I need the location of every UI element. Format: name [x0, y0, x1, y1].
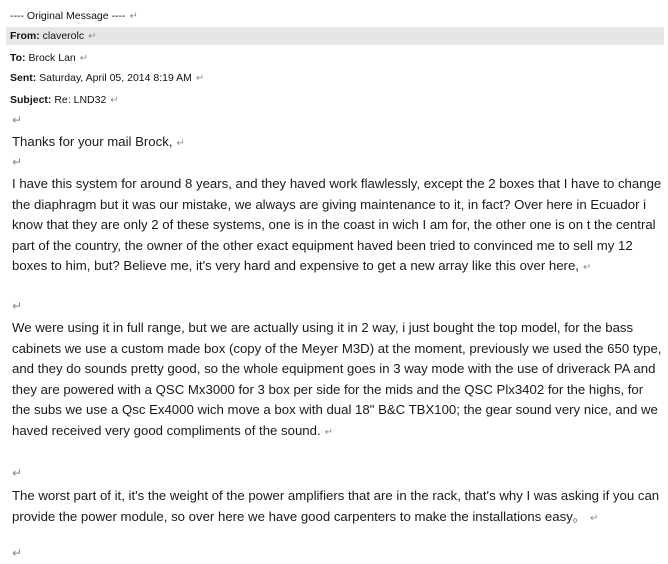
subject-value: Re: LND32 [54, 94, 107, 106]
to-label: To: [10, 52, 26, 64]
paragraph-2-text: We were using it in full range, but we are actually using it in 2 way, i just bought the top model, for the bass cabinets we use a custom made box (copy of the Meyer M3D) at the moment, previously we used the 650 type, and they do sounds pretty good, so the whole equipment goes in 3 way mode with the use of driverack PA and they are powered with a QSC Mx3000 for 3 box per side for the mids and the QSC Plx3402 for the highs, for the subs we use a Qsc Ex4000 wich move a box with dual 18" B&C TBX100; the gear sound very nice, and we haved received very good compliments of the sound. [12, 320, 662, 438]
greeting-paragraph [12, 132, 662, 155]
paragraph-mark-icon: ↵ [582, 262, 592, 273]
from-value[interactable]: claverolc [42, 30, 85, 42]
paragraph-mark-icon: ↵ [176, 138, 185, 149]
paragraph-mark-icon: ↵ [12, 299, 23, 313]
to-line [10, 50, 88, 67]
body-paragraph-2 [12, 318, 662, 443]
paragraph-mark-icon: ↵ [12, 155, 23, 169]
original-message-separator [10, 8, 138, 25]
paragraph-mark-icon: ↵ [12, 113, 23, 127]
greeting-text: Thanks for your mail Brock, [12, 134, 173, 149]
paragraph-mark-icon: ↵ [324, 426, 334, 438]
to-value[interactable]: Brock Lan [28, 52, 76, 64]
paragraph-mark-icon: ↵ [589, 512, 599, 524]
body-paragraph-1 [12, 174, 662, 279]
from-row-highlight [6, 27, 664, 45]
paragraph-mark-icon: ↵ [129, 11, 138, 22]
original-message-label: ---- Original Message ---- [10, 10, 126, 22]
from-label: From: [10, 30, 40, 42]
paragraph-1-text: I have this system for around 8 years, and they haved work flawlessly, except the 2 boxes that I have to change the diaphragm but it was our mistake, we always are giving maintenance to it, in fact? Over here in Ecuador i know that they are only 2 of these systems, one is in the coast in wich I am for, the other one is on t the central part of the country, the owner of the other exact equipment haved been tried to convinced me to sell my 12 boxes to him, but? Believe me, it's very hard and expensive to get a new array like this over here, [12, 176, 662, 273]
paragraph-mark-icon: ↵ [12, 546, 23, 560]
subject-label: Subject: [10, 94, 52, 106]
subject-line [10, 92, 119, 109]
sent-value: Saturday, April 05, 2014 8:19 AM [39, 72, 192, 84]
body-paragraph-3 [12, 486, 662, 529]
sent-label: Sent: [10, 72, 37, 84]
sent-line [10, 70, 204, 87]
paragraph-mark-icon: ↵ [195, 73, 205, 84]
paragraph-mark-icon: ↵ [79, 53, 89, 64]
from-line [10, 28, 97, 45]
paragraph-3-text: The worst part of it, it's the weight of the power amplifiers that are in the rack, that's why I was asking if you can provide the power module, so over here we have good carpenters to make the installations easy。 [12, 488, 660, 524]
paragraph-mark-icon: ↵ [12, 466, 23, 480]
paragraph-mark-icon: ↵ [110, 95, 119, 106]
paragraph-mark-icon: ↵ [88, 31, 97, 42]
